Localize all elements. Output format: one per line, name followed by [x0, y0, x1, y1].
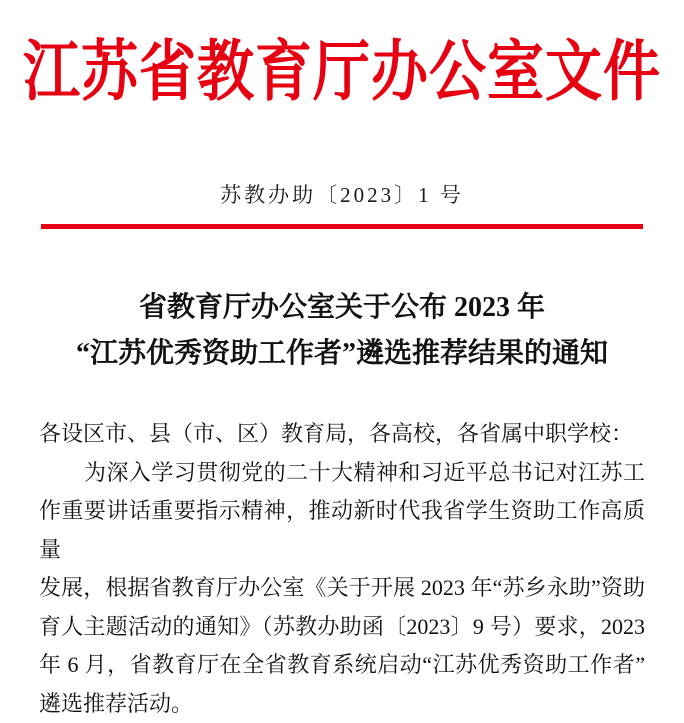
salutation-line: 各设区市、县（市、区）教育局，各高校，各省属中职学校： [39, 415, 645, 454]
letterhead-title: 江苏省教育厅办公室文件 [0, 28, 684, 118]
body-line: 遴选推荐活动。 [39, 685, 645, 723]
document-body [39, 415, 645, 723]
document-title-line-2: “江苏优秀资助工作者”遴选推荐结果的通知 [0, 331, 684, 377]
body-line: 发展，根据省教育厅办公室《关于开展 2023 年“苏乡永助”资助 [39, 569, 645, 608]
document-title-line-1: 省教育厅办公室关于公布 2023 年 [0, 285, 684, 331]
document-number: 苏教办助〔2023〕1 号 [0, 182, 684, 208]
body-line: 年 6 月，省教育厅在全省教育系统启动“江苏优秀资助工作者” [39, 646, 645, 685]
body-line: 育人主题活动的通知》（苏教办助函〔2023〕9 号）要求，2023 [39, 608, 645, 647]
document-page [0, 34, 684, 711]
red-divider-line [41, 224, 643, 229]
document-title [0, 285, 684, 377]
body-line: 作重要讲话重要指示精神，推动新时代我省学生资助工作高质量 [39, 492, 645, 569]
body-line: 为深入学习贯彻党的二十大精神和习近平总书记对江苏工 [39, 454, 645, 493]
